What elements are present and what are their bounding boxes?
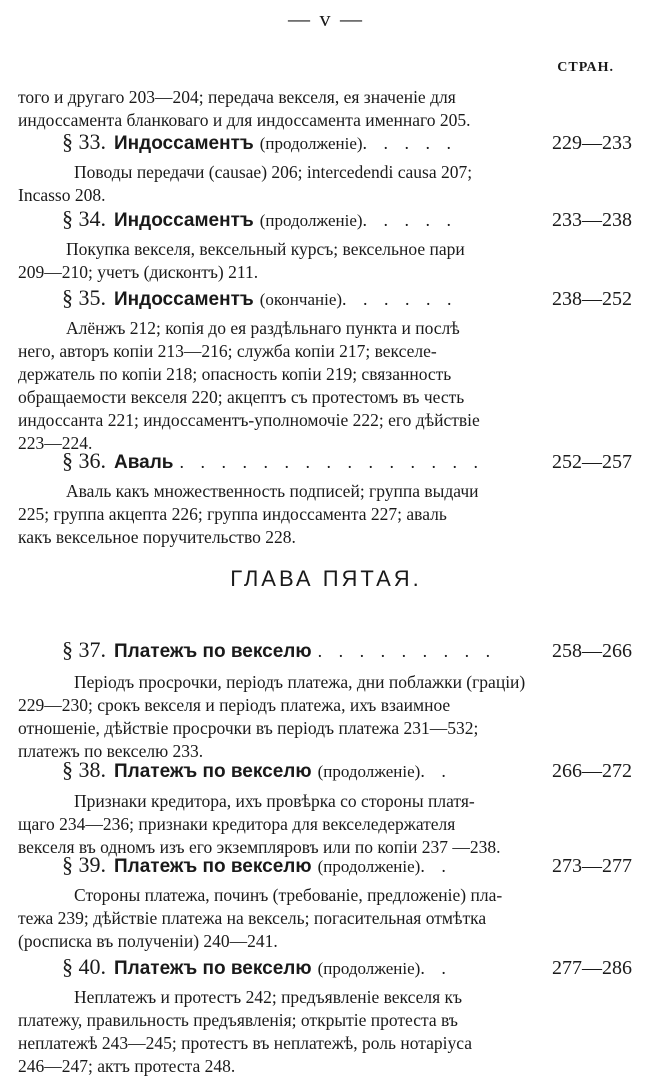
text-line: него, авторъ копіи 213—216; служба копіи 217; векселе- [18,341,437,361]
text-line: Стороны платежа, починъ (требованіе, предложеніе) пла- [74,885,503,905]
section-heading-33 [62,128,632,158]
section-number: § 33. [62,129,106,154]
leader-dots: . . [420,958,452,978]
section-number: § 36. [62,448,106,473]
section-number: § 39. [62,852,106,877]
section-subtitle: (продолженіе) [317,762,421,781]
section-subtitle: (окончаніе) [259,290,343,309]
leader-dots: . . . . . . [342,289,458,309]
section-title: Платежъ по векселю [114,761,312,782]
text-line: 223—224. [18,433,93,453]
section-heading-38 [62,756,632,786]
leader-dots: . . . . . . . . . [317,641,497,661]
page-range: 252—257 [552,451,632,473]
leader-dots: . . [420,856,452,876]
section-title: Платежъ по векселю [114,856,312,877]
text-line: неплатежѣ 243—245; протестъ въ неплатежѣ, роль нотаріуса [18,1033,473,1053]
section-heading-37 [62,636,632,666]
section-title: Аваль [114,452,174,473]
text-line: Признаки кредитора, ихъ провѣрка со стороны платя- [74,791,475,811]
text-line: 225; группа акцепта 226; группа индоссамента 227; аваль [18,504,447,524]
text-line: индоссанта 221; индоссаментъ-уполномочіе 222; его дѣйствіе [18,410,480,430]
section-subtitle: (продолженіе) [259,134,363,153]
page-range: 238—252 [552,288,632,310]
text-line: платежъ по векселю 233. [18,741,204,761]
text-line: какъ вексельное поручительство 228. [18,527,296,547]
text-line: обращаемости векселя 220; акцептъ съ протестомъ въ честь [18,387,465,407]
section-number: § 34. [62,206,106,231]
text-line: Неплатежъ и протестъ 242; предъявленіе векселя къ [74,987,463,1007]
section-number: § 35. [62,285,106,310]
text-line: того и другаго 203—204; передача векселя, ея значеніе для [18,87,456,107]
text-line: держатель по копіи 218; опасность копіи 219; связанность [18,364,452,384]
text-line: Покупка векселя, вексельный курсъ; вексельное пари [66,239,465,259]
section-subtitle: (продолженіе) [259,211,363,230]
leader-dots: . . . . . [362,210,458,230]
page-range: 277—286 [552,957,632,979]
chapter-heading: ГЛАВА ПЯТАЯ. [230,566,422,591]
text-line: Періодъ просрочки, періодъ платежа, дни поблажки (граціи) [74,672,526,692]
text-line: Incasso 208. [18,185,106,205]
text-line: щаго 234—236; признаки кредитора для векселедержателя [18,814,456,834]
section-number: § 37. [62,637,106,662]
text-line: (росписка въ полученіи) 240—241. [18,931,278,951]
section-number: § 40. [62,954,106,979]
section-subtitle: (продолженіе) [317,959,421,978]
section-heading-39 [62,851,632,881]
section-title: Платежъ по векселю [114,958,312,979]
leader-dots: . . [420,761,452,781]
page-column-label: СТРАН. [557,60,614,75]
section-title: Индоссаментъ [114,133,254,154]
text-line: Аваль какъ множественность подписей; группа выдачи [66,481,479,501]
page-range: 233—238 [552,209,632,231]
page-range: 258—266 [552,640,632,662]
section-heading-35 [62,284,632,314]
section-title: Платежъ по векселю [114,641,312,662]
text-line: Поводы передачи (causae) 206; intercedendi causa 207; [74,162,473,182]
leader-dots: . . . . . . . . . . . . . . . [179,452,484,472]
text-line: 229—230; срокъ векселя и періодъ платежа, ихъ взаимное [18,695,451,715]
leader-dots: . . . . . [362,133,458,153]
page-range: 229—233 [552,132,632,154]
text-line: отношеніе, дѣйствіе просрочки въ періодъ платежа 231—532; [18,718,479,738]
text-line: тежа 239; дѣйствіе платежа на вексель; погасительная отмѣтка [18,908,487,928]
section-heading-34 [62,205,632,235]
page-numeral: — v — [288,6,364,31]
section-number: § 38. [62,757,106,782]
section-title: Индоссаментъ [114,289,254,310]
section-heading-40 [62,953,632,983]
text-line: платежу, правильность предъявленія; открытіе протеста въ [18,1010,458,1030]
text-line: векселя въ одномъ изъ его экземпляровъ или по копіи 237 —238. [18,837,501,857]
text-line: Алёнжъ 212; копія до ея раздѣльнаго пункта и послѣ [66,318,460,338]
section-title: Индоссаментъ [114,210,254,231]
text-line: индоссамента бланковаго и для индоссамента именнаго 205. [18,110,471,130]
text-line: 209—210; учетъ (дисконтъ) 211. [18,262,259,282]
section-heading-36 [62,447,632,477]
text-line: 246—247; актъ протеста 248. [18,1056,236,1076]
page-range: 273—277 [552,855,632,877]
section-subtitle: (продолженіе) [317,857,421,876]
page-range: 266—272 [552,760,632,782]
